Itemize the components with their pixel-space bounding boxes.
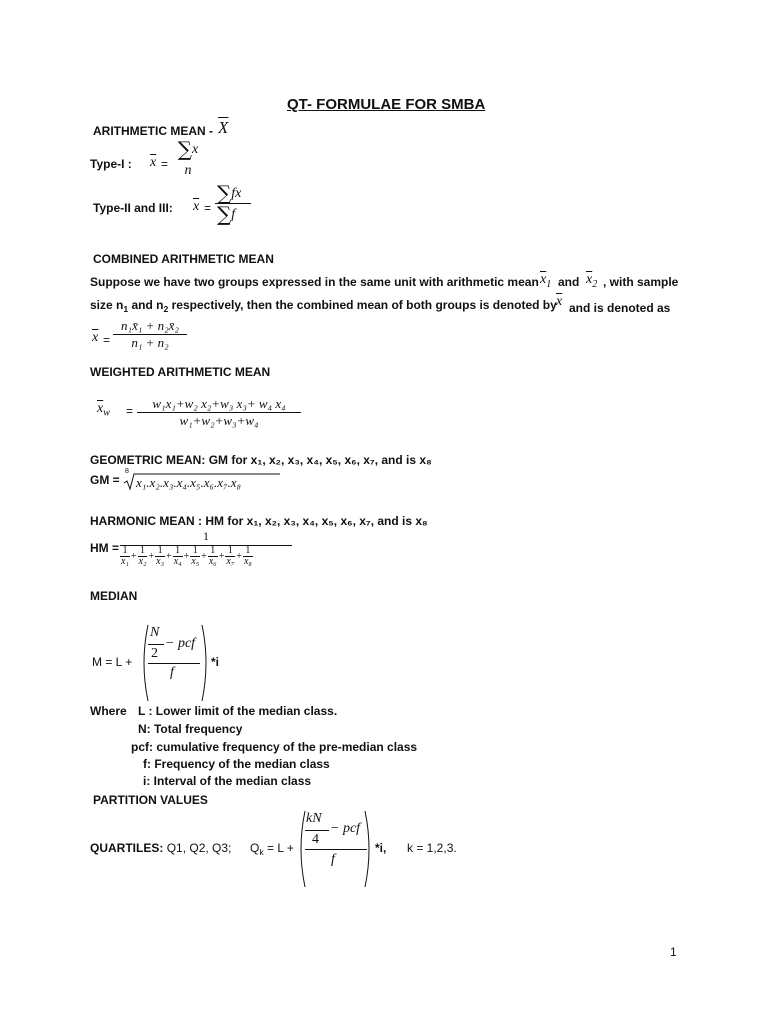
geometric-mean-heading: GEOMETRIC MEAN: — [90, 453, 206, 467]
quartile-lhs — [250, 841, 294, 858]
hm-term-denominator: x₇ — [226, 556, 235, 567]
q-letter: Q — [250, 841, 260, 855]
combined-x1: $x_1$ — [540, 272, 552, 290]
median-right-paren-icon — [201, 624, 211, 702]
gm-root-index: 8 — [125, 468, 129, 475]
quartile-inner-bar — [305, 830, 329, 831]
hm-term-6 — [208, 546, 218, 567]
hm-term-numerator: 1 — [140, 545, 146, 556]
n1-sub: 1 — [123, 304, 129, 315]
n2-sub: 2 — [163, 304, 169, 315]
hm-plus-sign: + — [183, 551, 190, 562]
quartiles-list: Q1, Q2, Q3; — [166, 841, 232, 855]
combined-line1-end: , with sample — [603, 275, 679, 289]
hm-term-numerator: 1 — [210, 545, 216, 556]
combined-formula-fraction — [113, 318, 187, 351]
weighted-fraction — [137, 396, 301, 429]
hm-plus-sign: + — [130, 551, 137, 562]
median-def-4: i: Interval of the median class — [143, 774, 312, 788]
geometric-mean-desc: GM for x₁, x₂, x₃, x₄, x₅, x₆, x₇, and is x₈ — [208, 453, 432, 467]
median-lhs: M = L + — [92, 655, 133, 669]
sigma-icon: ∑ — [217, 202, 232, 226]
hm-denominator — [120, 546, 253, 567]
hm-plus-sign: + — [218, 551, 225, 562]
median-minus-pcf: − pcf — [165, 636, 196, 651]
combined-x2: $x_2$ — [586, 272, 598, 290]
line2-and: and n — [128, 298, 164, 312]
median-where-label: Where — [90, 704, 127, 718]
gm-radicand: x₁.x₂.x₃.x₄.x₅.x₆.x₇.x₈ — [136, 475, 242, 490]
quartile-outer-den: f — [331, 852, 335, 867]
page-title: QT- FORMULAE FOR SMBA — [287, 96, 486, 113]
quartile-right-paren-icon — [364, 810, 374, 888]
median-outer-den: f — [170, 665, 174, 680]
hm-plus-sign: + — [148, 551, 155, 562]
hm-term-denominator: x₅ — [191, 556, 200, 567]
hm-term-denominator: x₈ — [243, 556, 252, 567]
quartile-inner-den: 4 — [312, 832, 319, 847]
line2-size: size n — [90, 298, 124, 312]
weighted-lhs-var: $\overline{x}$ — [97, 401, 104, 416]
combined-and: and — [558, 275, 580, 289]
median-inner-den: 2 — [151, 646, 158, 661]
hm-term-numerator: 1 — [227, 545, 233, 556]
combined-formula-lhs: $\overline{x}$ — [92, 330, 99, 345]
quartile-outer-bar — [305, 849, 367, 850]
type1-denominator: n — [184, 163, 192, 178]
line2-text: respectively, then the combined mean of both groups is denoted by — [168, 298, 557, 312]
combined-mean-heading: COMBINED ARITHMETIC MEAN — [93, 252, 274, 266]
geometric-mean-line — [90, 453, 432, 467]
hm-term-4 — [173, 546, 183, 567]
weighted-denominator: w₁+w₂+w₃+w₄ — [137, 412, 301, 429]
hm-term-8 — [243, 546, 253, 567]
page-number: 1 — [670, 945, 677, 959]
type1-numerator: x — [192, 142, 199, 157]
q-rest: = L + — [263, 841, 294, 855]
combined-line1-text: Suppose we have two groups expressed in the same unit with arithmetic mean — [90, 275, 539, 289]
x1-var: x — [540, 272, 547, 287]
hm-plus-sign: + — [166, 551, 172, 562]
combined-formula-eq: = — [103, 333, 111, 347]
hm-term-numerator: 1 — [175, 545, 181, 556]
type2-equals: = — [204, 201, 212, 215]
median-def-2: pcf: cumulative frequency of the pre-median class — [131, 740, 418, 754]
hm-numerator: 1 — [203, 529, 209, 543]
hm-plus-sign: + — [201, 551, 207, 562]
hm-term-numerator: 1 — [192, 545, 198, 556]
partition-heading: PARTITION VALUES — [93, 793, 208, 807]
weighted-mean-heading: WEIGHTED ARITHMETIC MEAN — [90, 365, 271, 379]
quartiles-line — [90, 841, 231, 855]
x2-var: x — [586, 272, 593, 287]
sigma-icon: ∑ — [217, 181, 232, 205]
median-suffix: *i — [211, 655, 220, 669]
hm-term-denominator: x₄ — [173, 556, 182, 567]
median-def-3: f: Frequency of the median class — [143, 757, 330, 771]
combined-xbar-symbol: $\overline{x}$ — [556, 294, 563, 309]
arithmetic-mean-symbol: $\overline{X}$ — [218, 118, 229, 137]
quartile-inner-num: kN — [306, 811, 322, 826]
weighted-lhs — [97, 401, 110, 417]
q-sub: k — [259, 847, 264, 858]
harmonic-mean-line — [90, 514, 428, 528]
median-def-1: N: Total frequency — [138, 722, 243, 736]
sigma-icon: ∑ — [177, 137, 193, 161]
median-heading: MEDIAN — [90, 589, 138, 603]
arithmetic-mean-heading: ARITHMETIC MEAN - — [93, 124, 213, 138]
quartile-suffix: *i, — [375, 841, 387, 855]
hm-term-numerator: 1 — [245, 545, 251, 556]
hm-term-2 — [138, 546, 148, 567]
median-def-0: L : Lower limit of the median class. — [138, 704, 338, 718]
type2-fraction — [215, 183, 251, 224]
quartiles-label: QUARTILES: — [90, 841, 164, 855]
median-inner-num: N — [150, 625, 160, 640]
type1-xbar: $\overline{x}$ — [150, 155, 157, 170]
hm-plus-sign: + — [236, 551, 242, 562]
combined-numerator: n₁x̄₁ + n₂x̄₂ — [121, 318, 179, 333]
type2-label: Type-II and III: — [93, 201, 173, 215]
type1-label: Type-I : — [90, 157, 132, 171]
hm-term-7 — [225, 546, 235, 567]
hm-term-numerator: 1 — [157, 545, 163, 556]
hm-term-denominator: x₆ — [208, 556, 217, 567]
type2-denominator: f — [231, 207, 236, 222]
weighted-lhs-sub: w — [103, 407, 110, 419]
hm-term-numerator: 1 — [122, 545, 128, 556]
hm-label: HM = — [90, 541, 120, 555]
harmonic-mean-desc: HM for x₁, x₂, x₃, x₄, x₅, x₆, x₇, and is x₈ — [205, 514, 428, 528]
weighted-eq: = — [126, 404, 134, 418]
type2-numerator: fx — [231, 186, 242, 201]
harmonic-mean-heading: HARMONIC MEAN : — [90, 514, 202, 528]
combined-text-line1 — [90, 275, 539, 289]
combined-text-line2 — [90, 298, 557, 315]
combined-line2-end: and is denoted as — [569, 301, 671, 315]
median-inner-bar — [148, 644, 164, 645]
type1-equals: = — [161, 157, 169, 171]
type1-fraction — [172, 139, 204, 179]
weighted-numerator: w₁x₁+w₂ x₂+w₃ x₃+ w₄ x₄ — [152, 396, 286, 411]
quartile-k-values: k = 1,2,3. — [407, 841, 457, 855]
hm-term-denominator: x₂ — [138, 556, 147, 567]
hm-term-denominator: x₃ — [156, 556, 165, 567]
hm-term-denominator: x₁ — [121, 556, 129, 567]
median-outer-bar — [148, 663, 200, 664]
hm-term-5 — [190, 546, 200, 567]
type2-xbar: $\overline{x}$ — [193, 199, 200, 214]
hm-term-3 — [155, 546, 165, 567]
hm-term-1 — [120, 546, 130, 567]
combined-denominator: n₁ + n₂ — [113, 334, 187, 351]
gm-label: GM = — [90, 473, 120, 487]
quartile-minus-pcf: − pcf — [330, 821, 361, 836]
